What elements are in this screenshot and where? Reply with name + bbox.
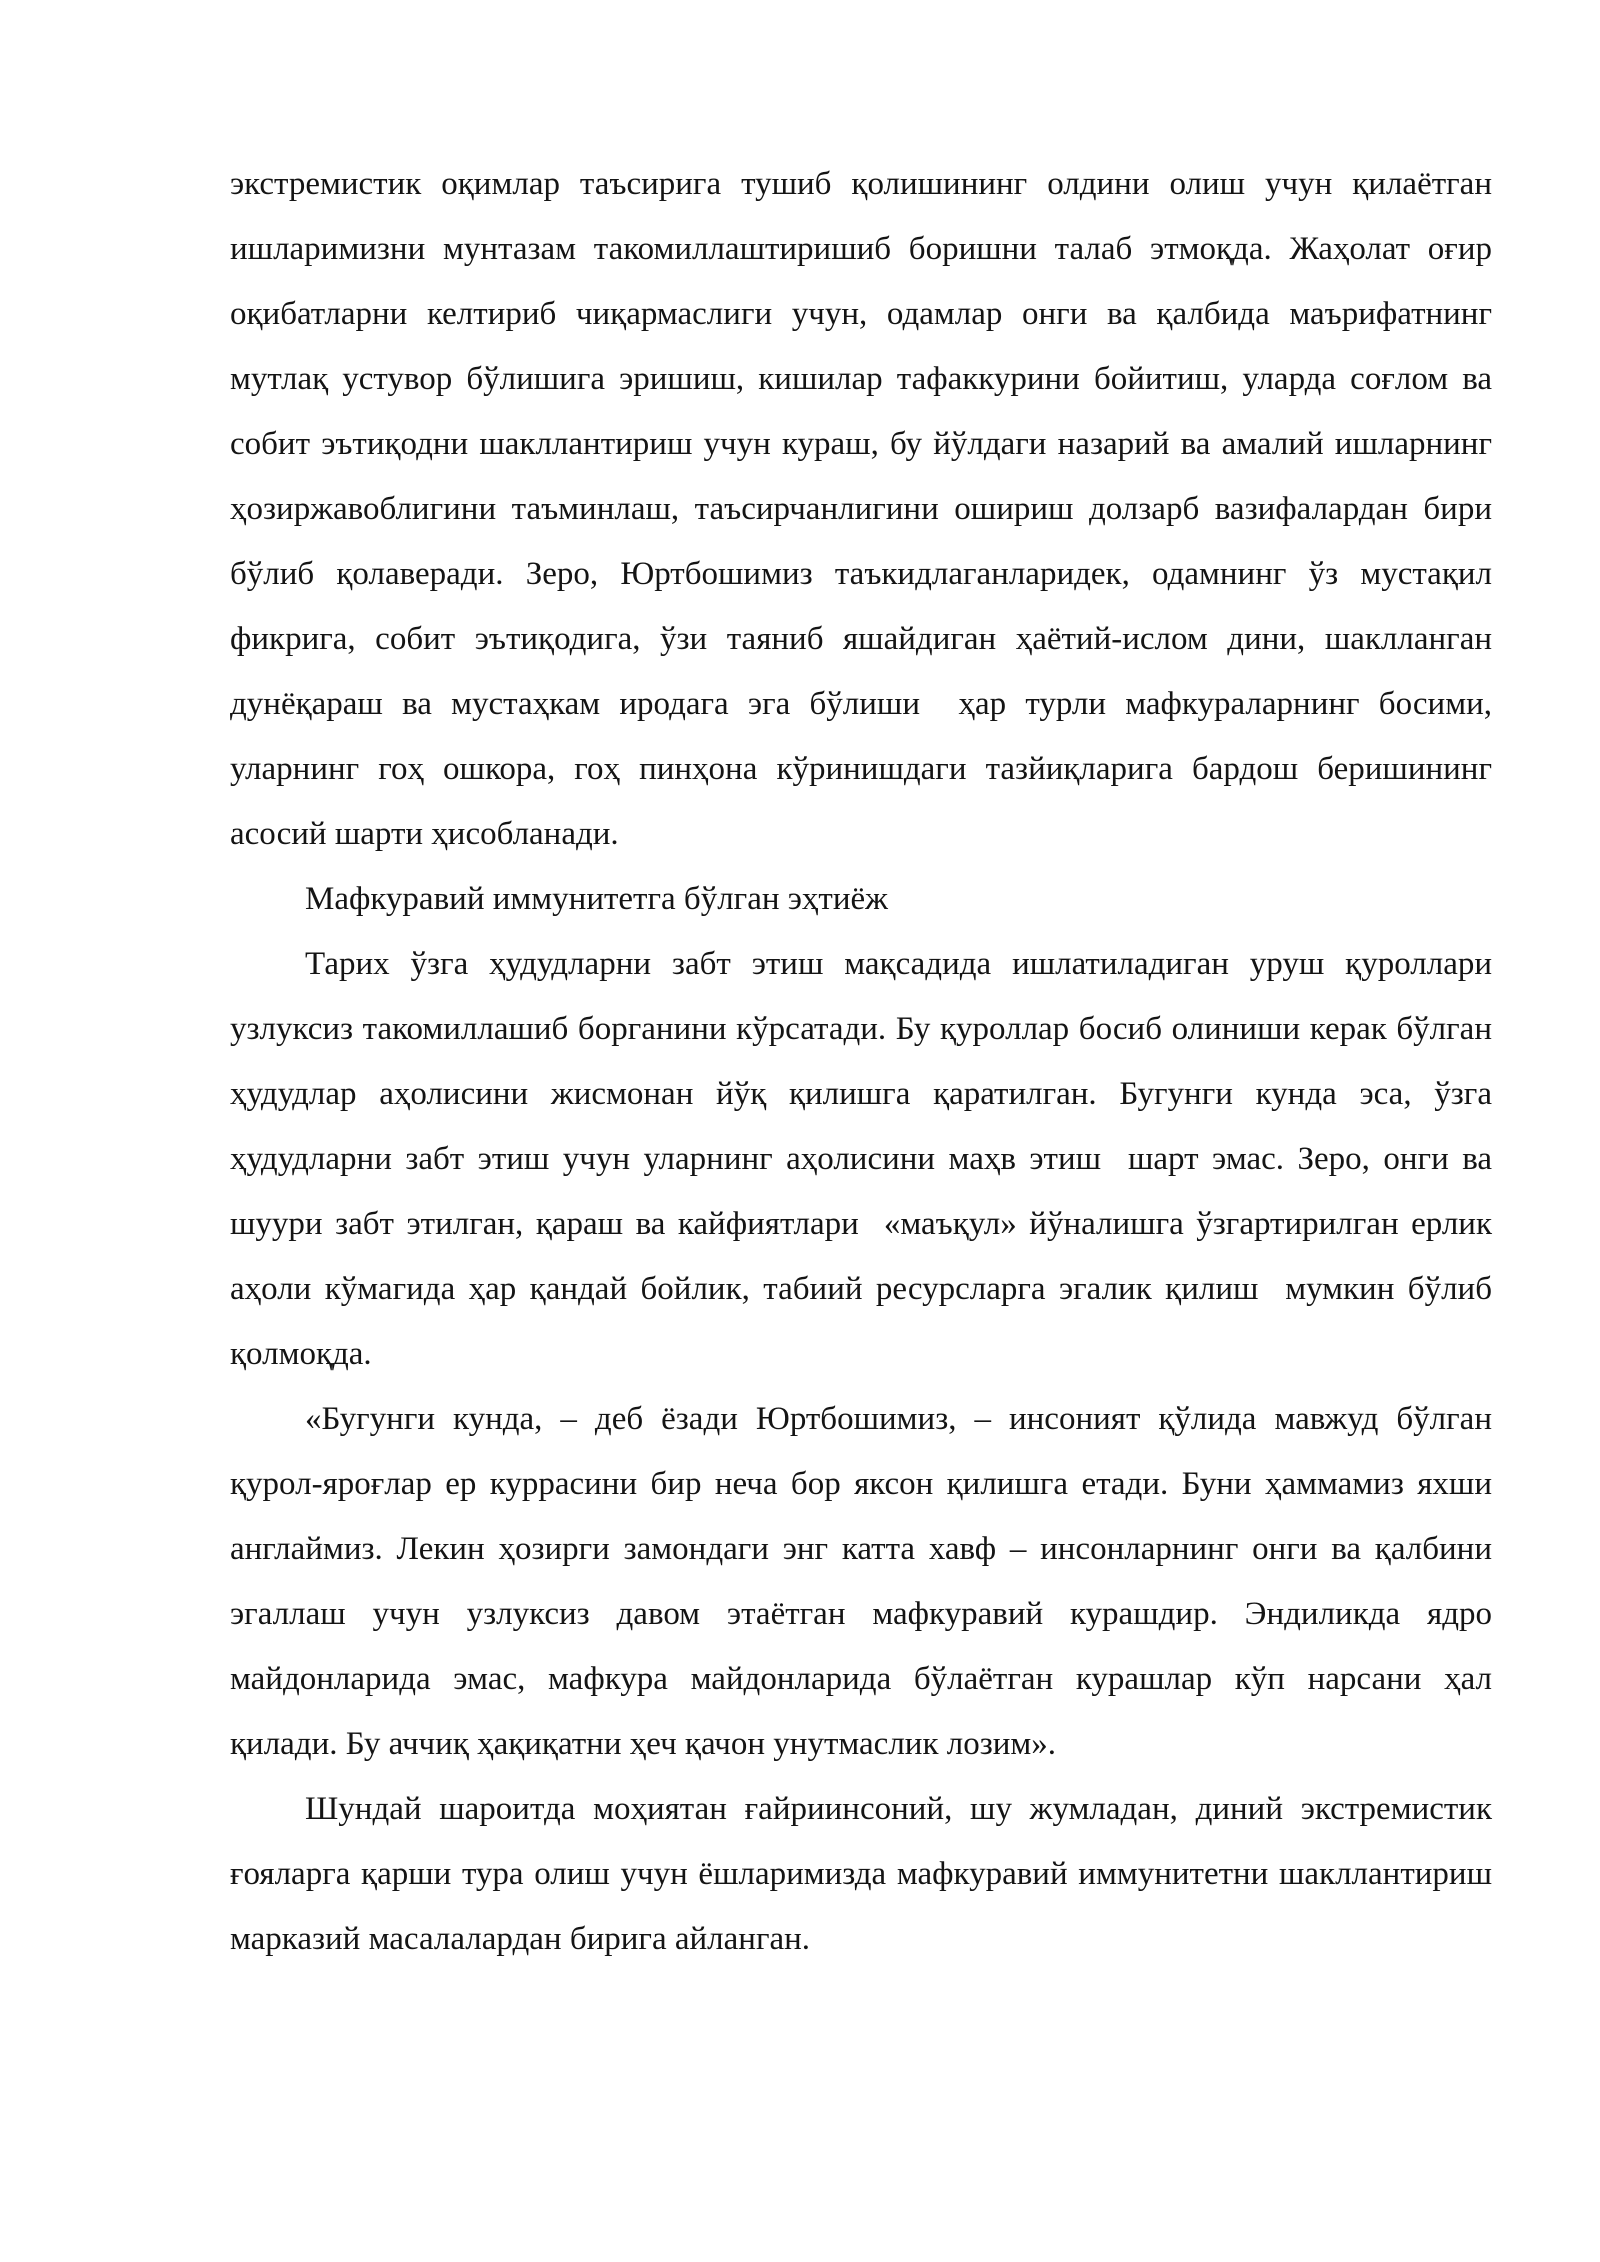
- paragraph-conclusion: Шундай шароитда моҳиятан ғайриинсоний, шу жумладан, диний экстремистик ғояларга қарши тура олиш учун ёшларимизда мафкуравий иммунитетни шакллантириш марказий масалалардан бирига айланган.: [230, 1791, 1501, 1957]
- paragraph-quote: «Бугунги кунда, – деб ёзади Юртбошимиз, – инсоният қўлида мавжуд бўлган қурол-яроғлар ер куррасини бир неча бор яксон қилишга етади. Буни ҳаммамиз яхши англаймиз. Лекин ҳозирги замондаги энг катта хавф – инсонларнинг онги ва қалбини эгаллаш учун узлуксиз давом этаётган мафкуравий курашдир. Эндиликда ядро майдонларида эмас, мафкура майдонларида бўлаётган курашлар кўп нарсани ҳал қилади. Бу аччиқ ҳақиқатни ҳеч қачон унутмаслик лозим».: [230, 1401, 1501, 1762]
- paragraph-history: Тарих ўзга ҳудудларни забт этиш мақсадида ишлатиладиган уруш қуроллари узлуксиз такомиллашиб борганини кўрсатади. Бу қуроллар босиб олиниши керак бўлган ҳудудлар аҳолисини жисмонан йўқ қилишга қаратилган. Бугунги кунда эса, ўзга ҳудудларни забт этиш учун уларнинг аҳолисини маҳв этиш шарт эмас. Зеро, онги ва шуури забт этилган, қараш ва кайфиятлари «маъқул» йўналишга ўзгартирилган ерлик аҳоли кўмагида ҳар қандай бойлик, табиий ресурсларга эгалик қилиш мумкин бўлиб қолмоқда.: [230, 946, 1509, 1372]
- paragraph-continuation: экстремистик оқимлар таъсирига тушиб қолишининг олдини олиш учун қилаётган ишларимизни мунтазам такомиллаштиришиб боришни талаб этмоқда. Жаҳолат оғир оқибатларни келтириб чиқармаслиги учун, одамлар онги ва қалбида маърифатнинг мутлақ устувор бўлишига эришиш, кишилар тафаккурини бойитиш, уларда соғлом ва собит эътиқодни шакллантириш учун кураш, бу йўлдаги назарий ва амалий ишларнинг ҳозиржавоблигини таъминлаш, таъсирчанлигини ошириш долзарб вазифалардан бири бўлиб қолаверади. Зеро, Юртбошимиз таъкидлаганларидек, одамнинг ўз мустақил фикрига, собит эътиқодига, ўзи таяниб яшайдиган ҳаётий-ислом дини, шаклланган дунёқараш ва мустаҳкам иродага эга бўлиши ҳар турли мафкураларнинг босими, уларнинг гоҳ ошкора, гоҳ пинҳона кўринишдаги тазйиқларига бардош беришининг асосий шарти ҳисобланади.: [230, 166, 1501, 852]
- section-heading: Мафкуравий иммунитетга бўлган эҳтиёж: [305, 881, 888, 917]
- document-page: [230, 152, 1509, 1972]
